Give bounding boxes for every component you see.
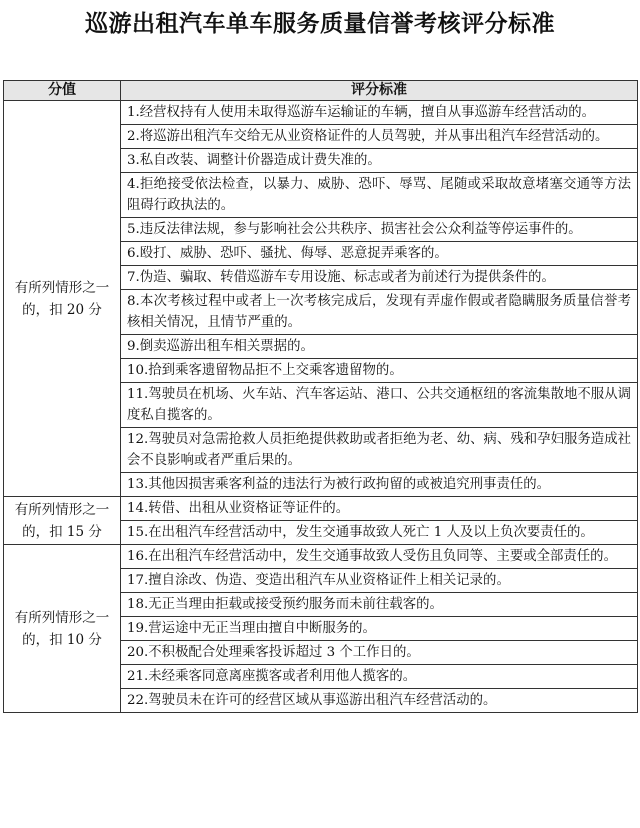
criteria-cell: 1.经营权持有人使用未取得巡游车运输证的车辆，擅自从事巡游车经营活动的。	[121, 101, 638, 125]
header-criteria: 评分标准	[121, 81, 638, 101]
criteria-cell: 8.本次考核过程中或者上一次考核完成后，发现有弄虚作假或者隐瞒服务质量信誉考核相关情况，且情节严重的。	[121, 290, 638, 335]
criteria-cell: 14.转借、出租从业资格证等证件的。	[121, 497, 638, 521]
criteria-cell: 4.拒绝接受依法检查，以暴力、威胁、恐吓、辱骂、尾随或采取故意堵塞交通等方法阻碍行政执法的。	[121, 173, 638, 218]
criteria-cell: 12.驾驶员对急需抢救人员拒绝提供救助或者拒绝为老、幼、病、残和孕妇服务造成社会不良影响或者严重后果的。	[121, 428, 638, 473]
score-cell: 有所列情形之一的，扣 10 分	[4, 545, 121, 713]
criteria-cell: 16.在出租汽车经营活动中，发生交通事故致人受伤且负同等、主要或全部责任的。	[121, 545, 638, 569]
criteria-cell: 17.擅自涂改、伪造、变造出租汽车从业资格证件上相关记录的。	[121, 569, 638, 593]
criteria-cell: 15.在出租汽车经营活动中，发生交通事故致人死亡 1 人及以上负次要责任的。	[121, 521, 638, 545]
criteria-cell: 9.倒卖巡游出租车相关票据的。	[121, 335, 638, 359]
criteria-cell: 10.拾到乘客遗留物品拒不上交乘客遗留物的。	[121, 359, 638, 383]
table-row	[4, 497, 638, 521]
table-row	[4, 545, 638, 569]
table-row	[4, 101, 638, 125]
criteria-cell: 5.违反法律法规，参与影响社会公共秩序、损害社会公众利益等停运事件的。	[121, 218, 638, 242]
criteria-cell: 21.未经乘客同意离座揽客或者利用他人揽客的。	[121, 665, 638, 689]
criteria-cell: 3.私自改装、调整计价器造成计费失准的。	[121, 149, 638, 173]
criteria-cell: 11.驾驶员在机场、火车站、汽车客运站、港口、公共交通枢纽的客流集散地不服从调度私自揽客的。	[121, 383, 638, 428]
criteria-cell: 6.殴打、威胁、恐吓、骚扰、侮辱、恶意捉弄乘客的。	[121, 242, 638, 266]
criteria-cell: 19.营运途中无正当理由擅自中断服务的。	[121, 617, 638, 641]
score-cell: 有所列情形之一的，扣 15 分	[4, 497, 121, 545]
page-title: 巡游出租汽车单车服务质量信誉考核评分标准	[85, 11, 555, 37]
criteria-cell: 18.无正当理由拒载或接受预约服务而未前往载客的。	[121, 593, 638, 617]
criteria-cell: 22.驾驶员未在许可的经营区域从事巡游出租汽车经营活动的。	[121, 689, 638, 713]
header-score: 分值	[4, 81, 121, 101]
scoring-table	[3, 80, 638, 713]
score-cell: 有所列情形之一的，扣 20 分	[4, 101, 121, 497]
criteria-cell: 13.其他因损害乘客利益的违法行为被行政拘留的或被追究刑事责任的。	[121, 473, 638, 497]
table-header-row	[4, 81, 638, 101]
criteria-cell: 20.不积极配合处理乘客投诉超过 3 个工作日的。	[121, 641, 638, 665]
table-body	[4, 101, 638, 713]
criteria-cell: 2.将巡游出租汽车交给无从业资格证件的人员驾驶，并从事出租汽车经营活动的。	[121, 125, 638, 149]
criteria-cell: 7.伪造、骗取、转借巡游车专用设施、标志或者为前述行为提供条件的。	[121, 266, 638, 290]
